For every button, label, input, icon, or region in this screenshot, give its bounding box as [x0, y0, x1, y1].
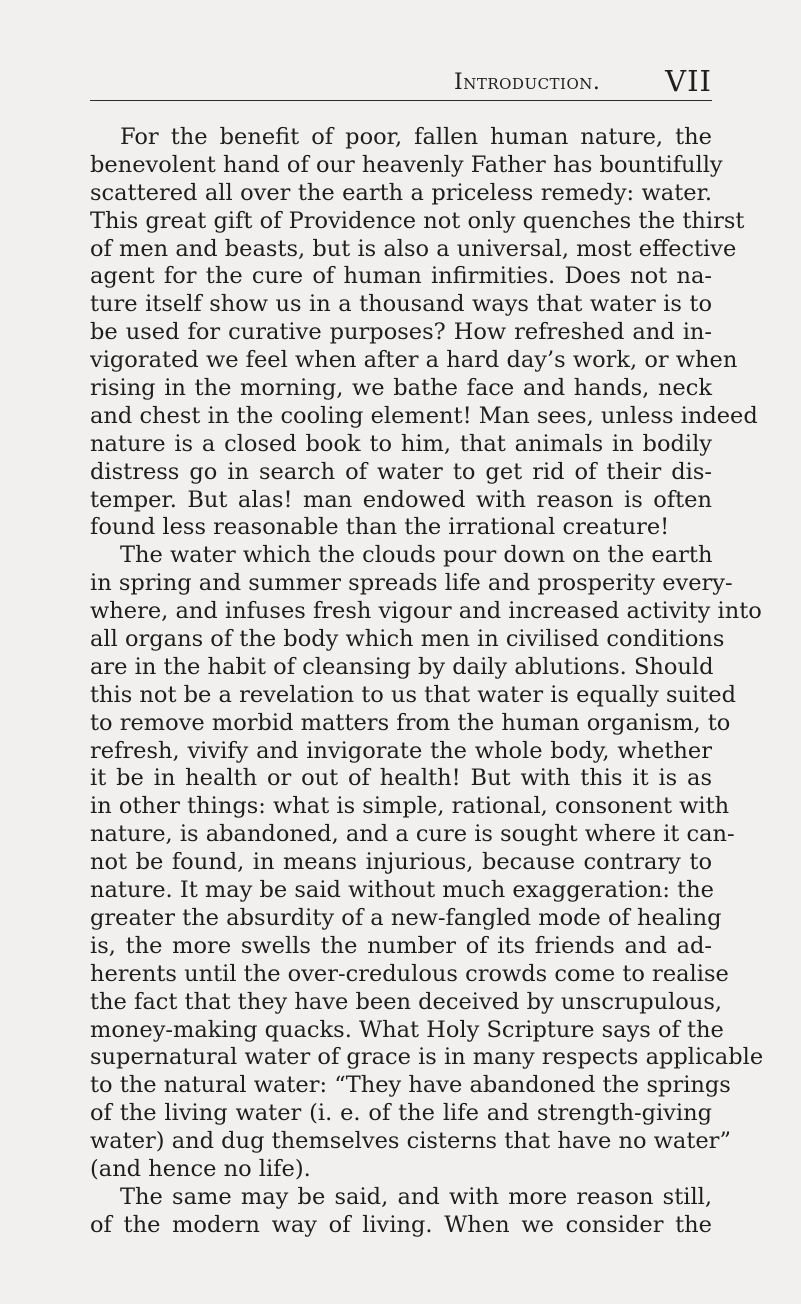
body-text [90, 124, 764, 1240]
text-line: supernatural water of grace is in many respects applicable [90, 1044, 764, 1071]
text-line: water) and dug themselves cisterns that have no water” [90, 1128, 731, 1155]
text-line: nature is a closed book to him, that animals in bodily [90, 430, 712, 457]
text-line: be used for curative purposes? How refreshed and in- [90, 319, 712, 346]
text-line: and chest in the cooling element! Man sees, unless indeed [90, 402, 758, 429]
running-head-title: Introduction. [454, 70, 601, 95]
text-line: agent for the cure of human infirmities. Does not na- [90, 263, 712, 290]
text-line: scattered all over the earth a priceless remedy: water. [90, 179, 712, 206]
text-line: money-making quacks. What Holy Scripture says of the [90, 1016, 724, 1043]
text-line: to the natural water: “They have abandoned the springs [90, 1072, 731, 1099]
text-line: where, and infuses fresh vigour and increased activity into [90, 598, 762, 625]
text-line: of men and beasts, but is also a universal, most effective [90, 235, 737, 262]
text-line: the fact that they have been deceived by unscrupulous, [90, 988, 723, 1015]
text-line: vigorated we feel when after a hard day’s work, or when [90, 347, 738, 374]
text-line: The same may be said, and with more reason still, [120, 1183, 712, 1210]
text-line: of the modern way of living. When we consider the [90, 1211, 712, 1238]
text-line: nature. It may be said without much exaggeration: the [90, 877, 714, 904]
text-line: it be in health or out of health! But with this it is as [90, 765, 712, 792]
text-line: greater the absurdity of a new-fangled mode of healing [90, 904, 722, 931]
text-line: in spring and summer spreads life and prosperity every- [90, 570, 733, 597]
text-line: nature, is abandoned, and a cure is sought where it can- [90, 821, 735, 848]
text-line: benevolent hand of our heavenly Father has bountifully [90, 151, 723, 178]
text-line: temper. But alas! man endowed with reason is often [90, 486, 712, 513]
text-line: not be found, in means injurious, because contrary to [90, 849, 712, 876]
text-line: refresh, vivify and invigorate the whole body, whether [90, 737, 712, 764]
text-line: all organs of the body which men in civilised conditions [90, 626, 725, 653]
text-line: found less reasonable than the irrational creature! [90, 514, 670, 541]
text-line: is, the more swells the number of its friends and ad- [90, 932, 712, 959]
text-line: distress go in search of water to get rid of their dis- [90, 458, 712, 485]
text-line: rising in the morning, we bathe face and hands, neck [90, 375, 712, 402]
text-line: of the living water (i. e. of the life and strength-giving [90, 1100, 712, 1127]
text-line: ture itself show us in a thousand ways that water is to [90, 291, 712, 318]
text-line: herents until the over-credulous crowds come to realise [90, 960, 729, 987]
text-line: to remove morbid matters from the human organism, to [90, 709, 731, 736]
text-line: (and hence no life). [90, 1155, 311, 1182]
text-line: The water which the clouds pour down on the earth [120, 542, 713, 569]
header-rule [90, 100, 712, 101]
text-line: in other things: what is simple, rational, consonent with [90, 793, 730, 820]
text-line: For the benefit of poor, fallen human nature, the [120, 124, 712, 150]
text-line: this not be a revelation to us that water is equally suited [90, 681, 737, 708]
page-number: VII [665, 64, 712, 98]
text-line: This great gift of Providence not only quenches the thirst [90, 207, 745, 234]
text-line: are in the habit of cleansing by daily ablutions. Should [90, 653, 714, 680]
running-head [90, 62, 712, 102]
